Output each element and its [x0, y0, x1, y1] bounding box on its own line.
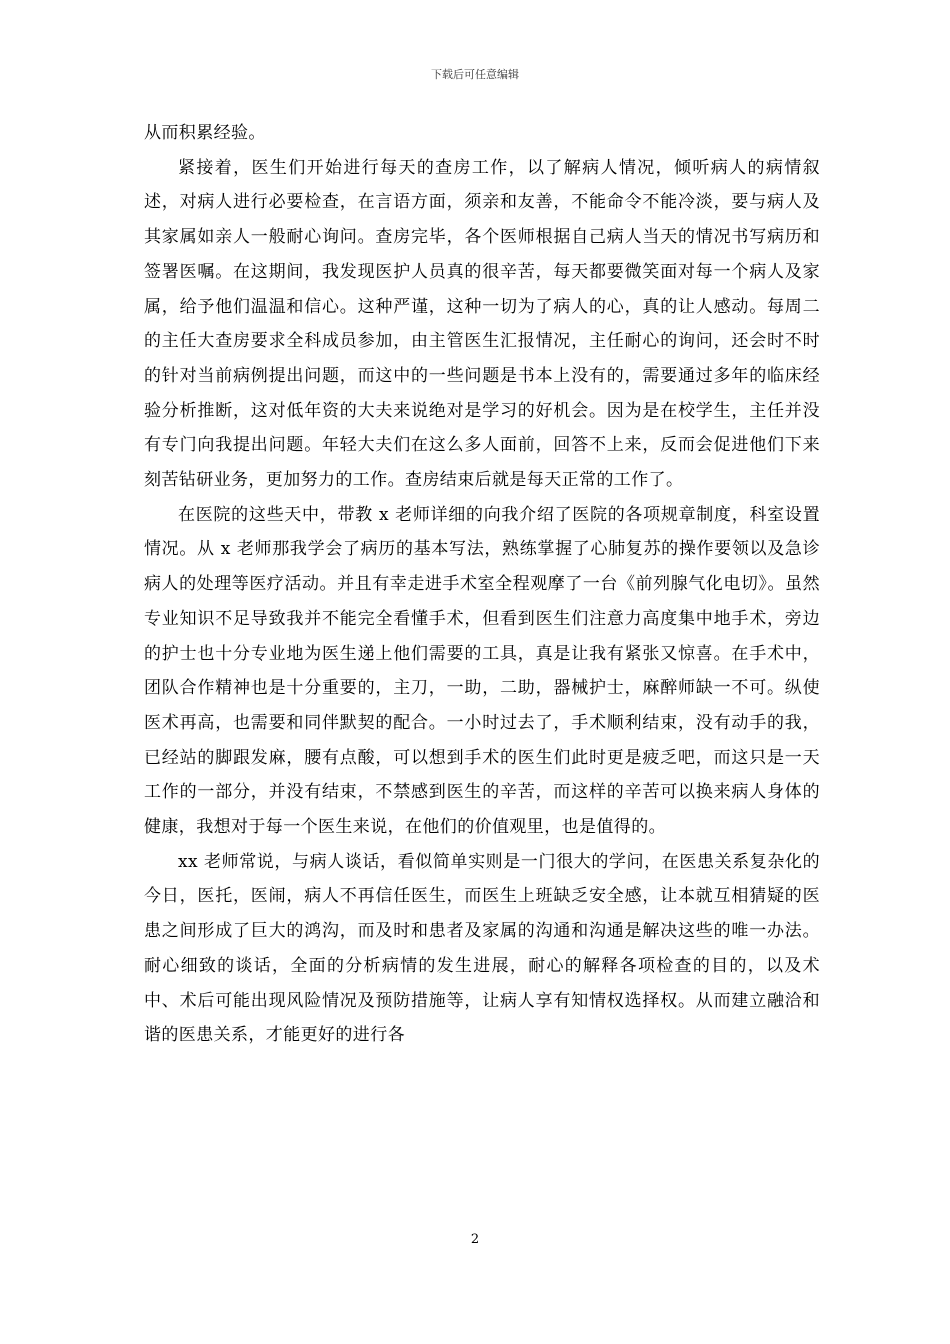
paragraph-continuation: 从而积累经验。 — [144, 123, 266, 143]
document-body — [144, 116, 820, 1053]
page-number: 2 — [470, 1232, 480, 1247]
paragraph-ward-rounds: 紧接着，医生们开始进行每天的查房工作，以了解病人情况，倾听病人的病情叙述，对病人进行必要检查，在言语方面，须亲和友善，不能命令不能冷淡，要与病人及其家属如亲人一般耐心询问。查房完毕，各个医师根据自己病人当天的情况书写病历和签署医嘱。在这期间，我发现医护人员真的很辛苦，每天都要微笑面对每一个病人及家属，给予他们温温和信心。这种严谨，这种一切为了病人的心，真的让人感动。每周二的主任大查房要求全科成员参加，由主管医生汇报情况，主任耐心的询问，还会时不时的针对当前病例提出问题，而这中的一些问题是书本上没有的，需要通过多年的临床经验分析推断，这对低年资的大夫来说绝对是学习的好机会。因为是在校学生，主任并没有专门向我提出问题。年轻大夫们在这么多人面前，回答不上来，反而会促进他们下来刻苦钻研业务，更加努力的工作。查房结束后就是每天正常的工作了。 — [144, 157, 820, 491]
page-header: 下载后可任意编辑 — [431, 68, 519, 81]
paragraph-surgery: 在医院的这些天中，带教 x 老师详细的向我介绍了医院的各项规章制度，科室设置情况。从 x 老师那我学会了病历的基本写法，熟练掌握了心肺复苏的操作要领以及急诊病人的处理等医疗活动。并且有幸走进手术室全程观摩了一台《前列腺气化电切》。虽然专业知识不足导致我并不能完全看懂手术，但看到医生们注意力高度集中地手术，旁边的护士也十分专业地为医生递上他们需要的工具，真是让我有紧张又惊喜。在手术中，团队合作精神也是十分重要的，主刀，一助，二助，器械护士，麻醉师缺一不可。纵使医术再高，也需要和同伴默契的配合。一小时过去了，手术顺利结束，没有动手的我，已经站的脚跟发麻，腰有点酸，可以想到手术的医生们此时更是疲乏吧，而这只是一天工作的一部分，并没有结束，不禁感到医生的辛苦，而这样的辛苦可以换来病人身体的健康，我想对于每一个医生来说，在他们的价值观里，也是值得的。 — [144, 504, 820, 838]
paragraph-communication: xx 老师常说，与病人谈话，看似简单实则是一门很大的学问，在医患关系复杂化的今日，医托，医闹，病人不再信任医生，而医生上班缺乏安全感，让本就互相猜疑的医患之间形成了巨大的鸿沟，而及时和患者及家属的沟通和沟通是解决这些的唯一办法。耐心细致的谈话，全面的分析病情的发生进展，耐心的解释各项检查的目的，以及术中、术后可能出现风险情况及预防措施等，让病人享有知情权选择权。从而建立融洽和谐的医患关系，才能更好的进行各 — [144, 851, 820, 1046]
